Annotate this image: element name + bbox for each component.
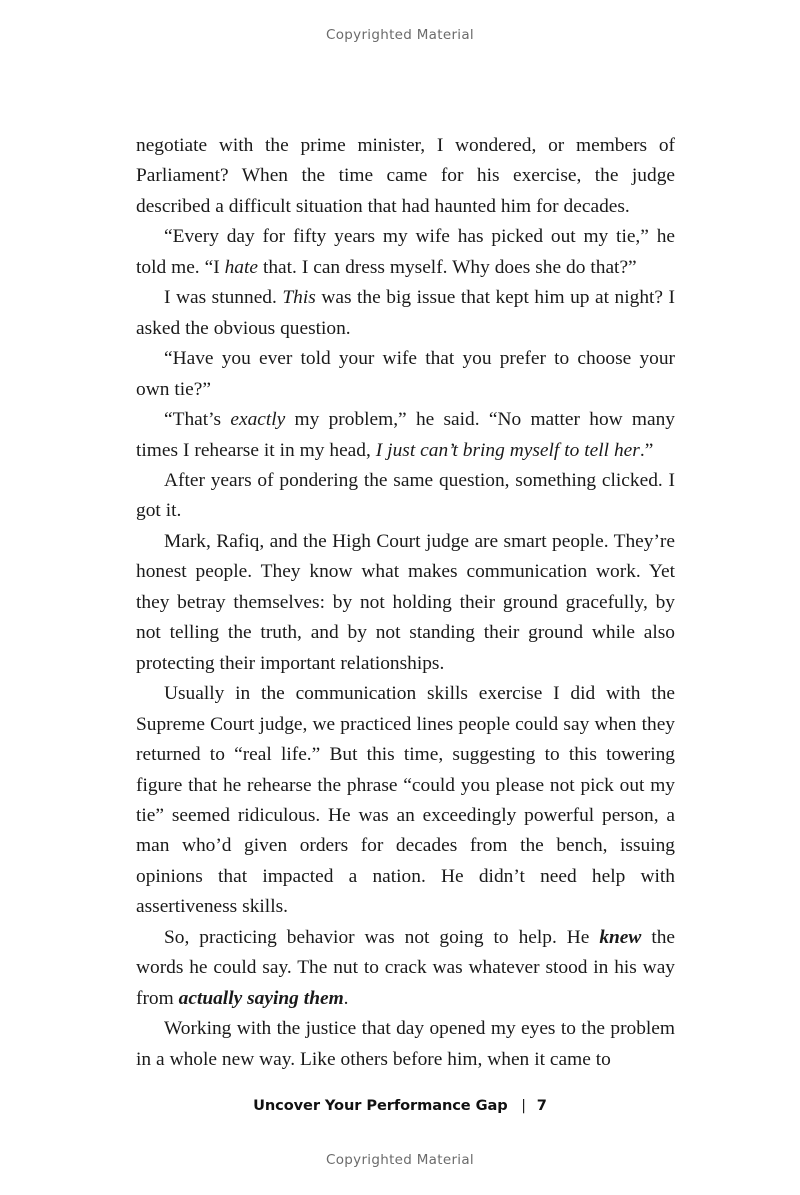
running-footer [0, 1097, 800, 1114]
running-head-title: Uncover Your Performance Gap [253, 1097, 508, 1114]
paragraph [136, 679, 675, 923]
emphasis-italic: I just can’t bring myself to tell her [375, 439, 640, 461]
page-number: 7 [536, 1097, 547, 1114]
paragraph [136, 527, 675, 679]
text-run: my problem,” he said. “No matter how many times I rehearse it in my head, [136, 409, 676, 461]
text-run: “That’s [164, 409, 231, 431]
text-run: the words he could say. The nut to crack was whatever stood in his way from [136, 926, 676, 1009]
text-run: that. I can dress myself. Why does she do that?” [258, 256, 637, 278]
emphasis-italic: This [282, 287, 316, 309]
paragraph [136, 405, 675, 466]
text-run: was the big issue that kept him up at night? I asked the obvious question. [136, 287, 676, 339]
copyright-watermark-bottom: Copyrighted Material [326, 1152, 474, 1168]
emphasis-bold-italic: knew [599, 926, 642, 948]
paragraph [136, 131, 675, 222]
paragraph [136, 466, 675, 527]
text-run: I was stunned. [164, 287, 283, 309]
copyright-watermark-top: Copyrighted Material [326, 27, 474, 43]
text-run: .” [639, 439, 654, 461]
emphasis-italic: exactly [230, 409, 286, 431]
text-run: “Have you ever told your wife that you prefer to choose your own tie?” [136, 348, 675, 400]
emphasis-bold-italic: actually saying them [178, 987, 344, 1009]
text-run: After years of pondering the same question, something clicked. I got it. [136, 469, 675, 522]
text-run: Usually in the communication skills exercise I did with the Supreme Court judge, we practiced lines people could say when they returned to “real life.” But this time, suggesting to this towering figure that he rehearse the phrase “could you please not pick out my tie” seemed ridiculous. He was an exceedingly powerful person, a man who’d given orders for decades from the bench, issuing opinions that impacted a nation. He didn’t need help with assertiveness skills. [136, 683, 675, 918]
text-run: negotiate with the prime minister, I wondered, or members of Parliament? When the time came for his exercise, the judge described a difficult situation that had haunted him for decades. [136, 135, 675, 217]
body-text-block [136, 131, 675, 1075]
paragraph [136, 923, 675, 1014]
text-run: Working with the justice that day opened my eyes to the problem in a whole new way. Like others before him, when it came to [136, 1018, 675, 1070]
paragraph [136, 283, 675, 344]
paragraph [136, 222, 675, 283]
paragraph [136, 1014, 675, 1075]
text-run: . [343, 987, 349, 1009]
paragraph [136, 344, 675, 405]
text-run: Mark, Rafiq, and the High Court judge are smart people. They’re honest people. They know what makes communication work. Yet they betray themselves: by not holding their ground gracefully, by not telling the truth, and by not standing their ground while also protecting their important relationships. [136, 530, 675, 674]
footer-separator: | [521, 1097, 526, 1114]
text-run: So, practicing behavior was not going to help. He [164, 926, 600, 948]
emphasis-italic: hate [224, 256, 258, 278]
text-run: “Every day for fifty years my wife has picked out my tie,” he told me. “I [136, 226, 675, 278]
